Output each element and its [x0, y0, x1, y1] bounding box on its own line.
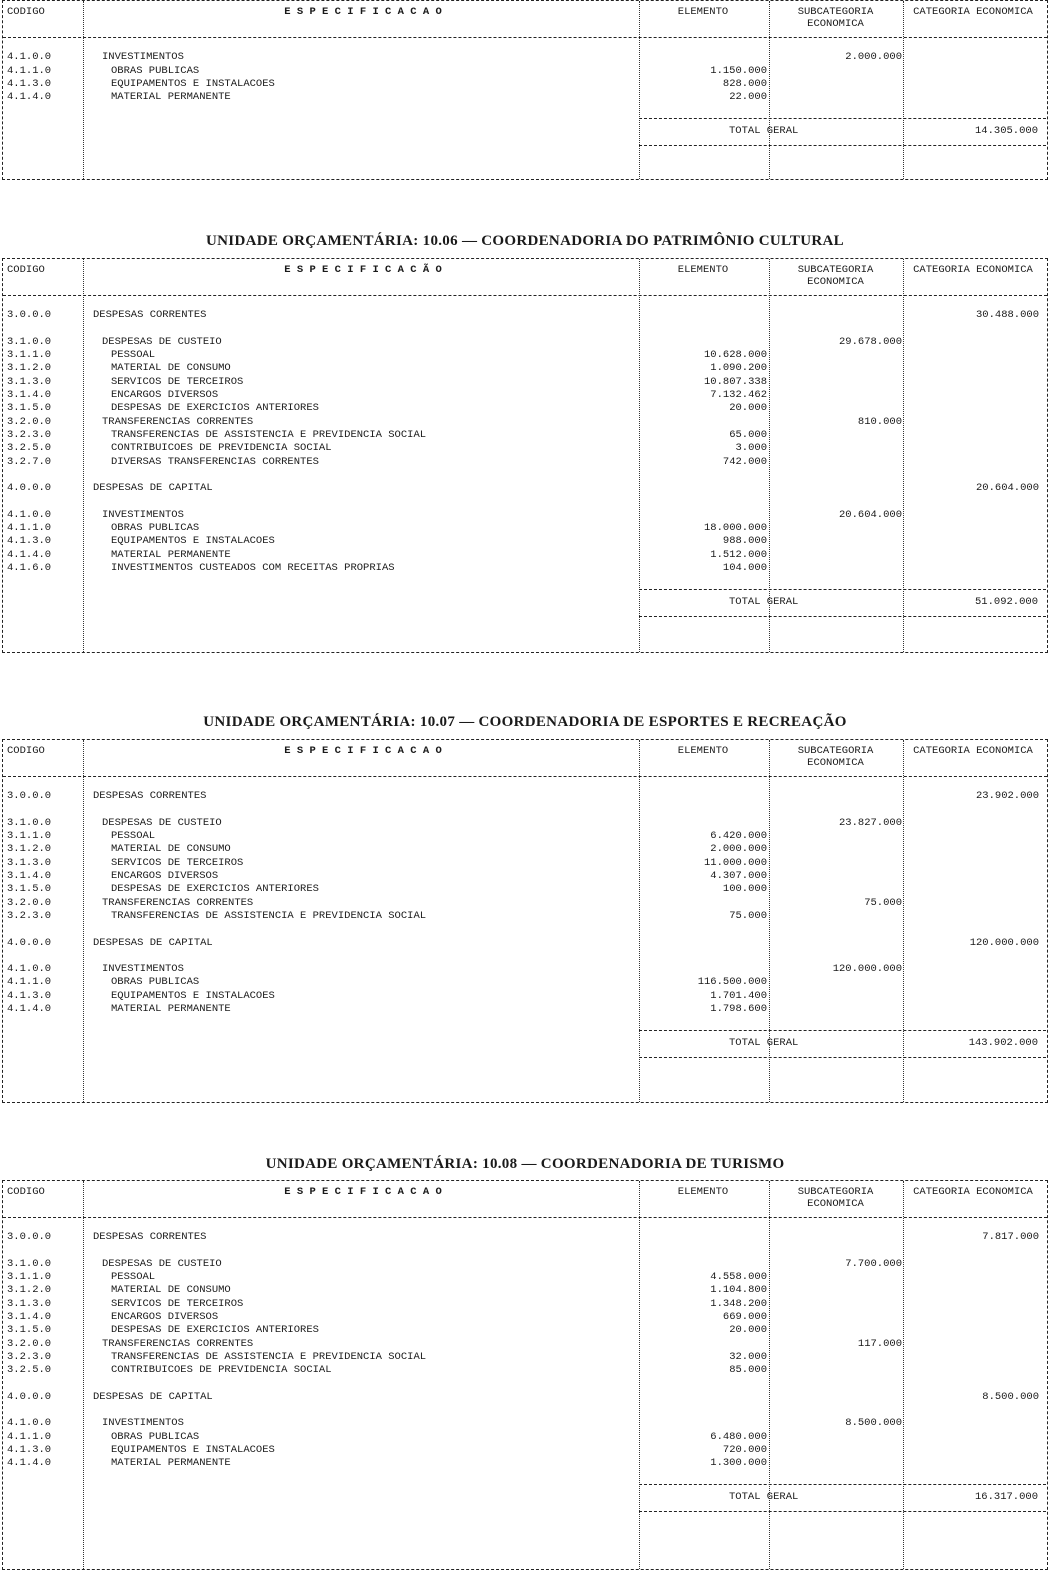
header-elemento: ELEMENTO: [677, 1186, 729, 1198]
row-elemento: 720.000: [722, 1444, 767, 1457]
row-code: 4.1.1.0: [7, 522, 52, 535]
table-row: [3, 1417, 1047, 1430]
header-elemento: ELEMENTO: [677, 6, 729, 18]
table-row: [3, 857, 1047, 870]
header-subcategoria: SUBCATEGORIA ECONOMICA: [797, 264, 874, 288]
table-row: [3, 1311, 1047, 1324]
row-specification: EQUIPAMENTOS E INSTALACOES: [111, 535, 275, 548]
row-code: 3.2.5.0: [7, 1364, 52, 1377]
row-elemento: 11.000.000: [703, 856, 767, 869]
table-row: [3, 456, 1047, 469]
row-elemento: 10.807.338: [703, 375, 767, 388]
row-specification: EQUIPAMENTOS E INSTALACOES: [111, 1444, 275, 1457]
row-specification: MATERIAL DE CONSUMO: [111, 843, 231, 856]
row-code: 4.1.3.0: [7, 535, 52, 548]
table-row: [3, 91, 1047, 104]
spacer-row: [3, 1016, 1047, 1029]
row-specification: MATERIAL DE CONSUMO: [111, 362, 231, 375]
header-codigo: CODIGO: [7, 264, 45, 276]
row-code: 3.1.3.0: [7, 1297, 52, 1310]
row-specification: ENCARGOS DIVERSOS: [111, 1311, 219, 1324]
row-specification: DESPESAS CORRENTES: [93, 1231, 207, 1244]
row-code: 3.1.3.0: [7, 375, 52, 388]
row-specification: SERVICOS DE TERCEIROS: [111, 375, 244, 388]
row-specification: MATERIAL PERMANENTE: [111, 548, 231, 561]
row-code: 3.1.1.0: [7, 1271, 52, 1284]
table-row: [3, 495, 1047, 508]
row-code: 4.1.4.0: [7, 1003, 52, 1016]
total-value: 51.092.000: [974, 595, 1038, 608]
spacer-row: [3, 575, 1047, 588]
row-elemento: 1.701.400: [710, 989, 767, 1002]
row-code: 4.1.1.0: [7, 1430, 52, 1443]
row-specification: INVESTIMENTOS: [102, 508, 184, 521]
budget-table: [2, 0, 1048, 180]
table-row: [3, 1404, 1047, 1417]
table-row: [3, 950, 1047, 963]
row-code: 4.1.3.0: [7, 989, 52, 1002]
row-elemento: 7.132.462: [710, 389, 767, 402]
row-elemento: 2.000.000: [710, 843, 767, 856]
row-elemento: 742.000: [722, 455, 767, 468]
row-specification: EQUIPAMENTOS E INSTALACOES: [111, 989, 275, 1002]
row-code: 4.1.6.0: [7, 561, 52, 574]
row-elemento: 20.000: [729, 1324, 767, 1337]
table-row: [3, 1218, 1047, 1231]
row-code: 3.1.2.0: [7, 362, 52, 375]
row-categoria: 7.817.000: [982, 1231, 1039, 1244]
row-specification: TRANSFERENCIAS DE ASSISTENCIA E PREVIDENCIA SOCIAL: [111, 428, 427, 441]
section-heading: UNIDADE ORÇAMENTÁRIA: 10.08 — COORDENADORIA DE TURISMO: [265, 1156, 785, 1172]
row-code: 4.0.0.0: [7, 482, 52, 495]
total-label: TOTAL GERAL: [729, 124, 799, 137]
table-row: [3, 1231, 1047, 1244]
total-row: [639, 1030, 1046, 1058]
table-row: [3, 1431, 1047, 1444]
table-row: [3, 790, 1047, 803]
row-elemento: 1.798.600: [710, 1003, 767, 1016]
total-row: [639, 118, 1046, 146]
row-specification: DESPESAS CORRENTES: [93, 790, 207, 803]
table-row: [3, 870, 1047, 883]
table-row: [3, 830, 1047, 843]
table-row: [3, 78, 1047, 91]
table-row: [3, 843, 1047, 856]
row-code: 4.1.0.0: [7, 51, 52, 64]
row-code: 3.1.5.0: [7, 402, 52, 415]
table-row: [3, 509, 1047, 522]
section-heading: UNIDADE ORÇAMENTÁRIA: 10.06 — COORDENADORIA DO PATRIMÔNIO CULTURAL: [206, 233, 844, 249]
row-elemento: 828.000: [722, 77, 767, 90]
row-specification: DESPESAS DE EXERCICIOS ANTERIORES: [111, 402, 319, 415]
row-code: 3.1.2.0: [7, 1284, 52, 1297]
row-code: 4.0.0.0: [7, 1390, 52, 1403]
row-categoria: 30.488.000: [975, 309, 1039, 322]
row-elemento: 4.558.000: [710, 1271, 767, 1284]
table-row: [3, 1284, 1047, 1297]
table-row: [3, 1364, 1047, 1377]
header-especificacao: E S P E C I F I C A C A O: [284, 1186, 442, 1198]
total-row: [639, 1484, 1046, 1512]
table-row: [3, 65, 1047, 78]
row-elemento: 10.628.000: [703, 349, 767, 362]
row-code: 4.1.0.0: [7, 963, 52, 976]
table-row: [3, 1324, 1047, 1337]
header-elemento: ELEMENTO: [677, 264, 729, 276]
table-row: [3, 1378, 1047, 1391]
row-code: 4.1.1.0: [7, 64, 52, 77]
row-code: 4.1.1.0: [7, 976, 52, 989]
row-specification: TRANSFERENCIAS CORRENTES: [102, 415, 254, 428]
budget-table: [2, 1180, 1048, 1570]
row-elemento: 75.000: [729, 909, 767, 922]
row-subcategoria: 20.604.000: [838, 508, 902, 521]
table-row: [3, 336, 1047, 349]
row-specification: INVESTIMENTOS: [102, 1417, 184, 1430]
row-specification: DESPESAS DE EXERCICIOS ANTERIORES: [111, 1324, 319, 1337]
header-codigo: CODIGO: [7, 1186, 45, 1198]
row-specification: EQUIPAMENTOS E INSTALACOES: [111, 77, 275, 90]
row-code: 3.2.7.0: [7, 455, 52, 468]
row-elemento: 4.307.000: [710, 870, 767, 883]
row-elemento: 1.512.000: [710, 548, 767, 561]
total-label: TOTAL GERAL: [729, 1490, 799, 1503]
row-specification: DIVERSAS TRANSFERENCIAS CORRENTES: [111, 455, 319, 468]
table-row: [3, 1391, 1047, 1404]
table-row: [3, 817, 1047, 830]
table-row: [3, 309, 1047, 322]
row-subcategoria: 2.000.000: [845, 51, 902, 64]
row-code: 3.1.4.0: [7, 870, 52, 883]
header-categoria: CATEGORIA ECONOMICA: [913, 264, 1033, 276]
table-row: [3, 1351, 1047, 1364]
table-row: [3, 897, 1047, 910]
row-code: 4.1.0.0: [7, 1417, 52, 1430]
row-code: 3.0.0.0: [7, 790, 52, 803]
row-code: 4.1.0.0: [7, 508, 52, 521]
row-categoria: 23.902.000: [975, 790, 1039, 803]
row-elemento: 32.000: [729, 1350, 767, 1363]
table-row: [3, 442, 1047, 455]
header-subcategoria: SUBCATEGORIA ECONOMICA: [797, 745, 874, 769]
table-row: [3, 976, 1047, 989]
row-specification: DESPESAS DE CAPITAL: [93, 1390, 213, 1403]
row-code: 3.1.4.0: [7, 1311, 52, 1324]
row-code: 3.1.3.0: [7, 856, 52, 869]
row-code: 4.1.3.0: [7, 1444, 52, 1457]
row-elemento: 6.480.000: [710, 1430, 767, 1443]
row-code: 3.2.3.0: [7, 1350, 52, 1363]
row-categoria: 20.604.000: [975, 482, 1039, 495]
spacer-row: [3, 1471, 1047, 1484]
row-elemento: 669.000: [722, 1311, 767, 1324]
table-row: [3, 38, 1047, 51]
row-subcategoria: 29.678.000: [838, 335, 902, 348]
row-subcategoria: 7.700.000: [845, 1257, 902, 1270]
table-row: [3, 562, 1047, 575]
row-code: 3.1.2.0: [7, 843, 52, 856]
header-especificacao: E S P E C I F I C A C Ã O: [284, 264, 442, 276]
row-specification: DESPESAS CORRENTES: [93, 309, 207, 322]
row-code: 4.1.4.0: [7, 91, 52, 104]
row-code: 3.1.0.0: [7, 816, 52, 829]
row-elemento: 20.000: [729, 402, 767, 415]
spacer-row: [3, 104, 1047, 117]
row-elemento: 22.000: [729, 91, 767, 104]
row-elemento: 85.000: [729, 1364, 767, 1377]
row-elemento: 1.300.000: [710, 1457, 767, 1470]
row-subcategoria: 117.000: [857, 1337, 902, 1350]
header-especificacao: E S P E C I F I C A C A O: [284, 745, 442, 757]
table-row: [3, 1271, 1047, 1284]
header-subcategoria: SUBCATEGORIA ECONOMICA: [797, 6, 874, 30]
row-specification: PESSOAL: [111, 349, 156, 362]
row-subcategoria: 810.000: [857, 415, 902, 428]
table-header: [3, 1181, 1047, 1218]
header-especificacao: E S P E C I F I C A C A O: [284, 6, 442, 18]
row-code: 3.2.3.0: [7, 428, 52, 441]
row-code: 3.1.1.0: [7, 830, 52, 843]
row-specification: INVESTIMENTOS: [102, 963, 184, 976]
row-elemento: 1.150.000: [710, 64, 767, 77]
row-code: 4.1.4.0: [7, 548, 52, 561]
row-specification: DESPESAS DE EXERCICIOS ANTERIORES: [111, 883, 319, 896]
row-code: 3.1.5.0: [7, 1324, 52, 1337]
table-row: [3, 883, 1047, 896]
row-code: 4.1.3.0: [7, 77, 52, 90]
header-categoria: CATEGORIA ECONOMICA: [913, 1186, 1033, 1198]
row-code: 3.2.0.0: [7, 896, 52, 909]
table-row: [3, 990, 1047, 1003]
row-specification: PESSOAL: [111, 830, 156, 843]
table-row: [3, 482, 1047, 495]
row-code: 3.0.0.0: [7, 1231, 52, 1244]
row-code: 3.1.1.0: [7, 349, 52, 362]
row-code: 3.1.0.0: [7, 335, 52, 348]
table-row: [3, 402, 1047, 415]
table-row: [3, 937, 1047, 950]
table-row: [3, 1338, 1047, 1351]
row-elemento: 104.000: [722, 561, 767, 574]
header-categoria: CATEGORIA ECONOMICA: [913, 745, 1033, 757]
row-elemento: 988.000: [722, 535, 767, 548]
row-code: 3.1.4.0: [7, 389, 52, 402]
table-row: [3, 549, 1047, 562]
table-row: [3, 535, 1047, 548]
header-categoria: CATEGORIA ECONOMICA: [913, 6, 1033, 18]
row-specification: OBRAS PUBLICAS: [111, 1430, 200, 1443]
total-row: [639, 589, 1046, 617]
table-header: [3, 740, 1047, 777]
header-codigo: CODIGO: [7, 6, 45, 18]
table-row: [3, 963, 1047, 976]
row-specification: MATERIAL PERMANENTE: [111, 91, 231, 104]
row-elemento: 100.000: [722, 883, 767, 896]
table-row: [3, 429, 1047, 442]
table-row: [3, 51, 1047, 64]
total-label: TOTAL GERAL: [729, 1036, 799, 1049]
row-categoria: 8.500.000: [982, 1390, 1039, 1403]
row-specification: DESPESAS DE CAPITAL: [93, 936, 213, 949]
row-elemento: 1.104.800: [710, 1284, 767, 1297]
table-row: [3, 1444, 1047, 1457]
table-header: [3, 259, 1047, 296]
section-heading: UNIDADE ORÇAMENTÁRIA: 10.07 — COORDENADORIA DE ESPORTES E RECREAÇÃO: [203, 714, 847, 730]
row-code: 3.0.0.0: [7, 309, 52, 322]
total-value: 143.902.000: [968, 1036, 1038, 1049]
table-row: [3, 1245, 1047, 1258]
row-elemento: 3.000: [735, 442, 767, 455]
row-specification: DESPESAS DE CUSTEIO: [102, 335, 222, 348]
row-elemento: 1.090.200: [710, 362, 767, 375]
row-code: 3.2.5.0: [7, 442, 52, 455]
row-specification: SERVICOS DE TERCEIROS: [111, 1297, 244, 1310]
row-specification: MATERIAL PERMANENTE: [111, 1457, 231, 1470]
row-elemento: 65.000: [729, 428, 767, 441]
row-categoria: 120.000.000: [969, 936, 1039, 949]
table-row: [3, 469, 1047, 482]
row-specification: PESSOAL: [111, 1271, 156, 1284]
row-elemento: 1.348.200: [710, 1297, 767, 1310]
row-subcategoria: 8.500.000: [845, 1417, 902, 1430]
row-specification: INVESTIMENTOS: [102, 51, 184, 64]
row-specification: TRANSFERENCIAS DE ASSISTENCIA E PREVIDENCIA SOCIAL: [111, 909, 427, 922]
row-subcategoria: 23.827.000: [838, 816, 902, 829]
budget-table: [2, 258, 1048, 653]
row-code: 3.2.0.0: [7, 415, 52, 428]
table-row: [3, 389, 1047, 402]
row-code: 3.2.3.0: [7, 909, 52, 922]
row-elemento: 6.420.000: [710, 830, 767, 843]
row-specification: MATERIAL PERMANENTE: [111, 1003, 231, 1016]
row-code: 3.2.0.0: [7, 1337, 52, 1350]
row-specification: CONTRIBUICOES DE PREVIDENCIA SOCIAL: [111, 442, 332, 455]
row-subcategoria: 120.000.000: [832, 963, 902, 976]
table-row: [3, 296, 1047, 309]
total-value: 14.305.000: [974, 124, 1038, 137]
row-specification: DESPESAS DE CUSTEIO: [102, 1257, 222, 1270]
row-specification: INVESTIMENTOS CUSTEADOS COM RECEITAS PROPRIAS: [111, 561, 395, 574]
total-value: 16.317.000: [974, 1490, 1038, 1503]
row-code: 4.1.4.0: [7, 1457, 52, 1470]
row-specification: TRANSFERENCIAS CORRENTES: [102, 1337, 254, 1350]
budget-table: [2, 739, 1048, 1103]
row-specification: OBRAS PUBLICAS: [111, 976, 200, 989]
table-row: [3, 1457, 1047, 1470]
table-row: [3, 804, 1047, 817]
row-specification: DESPESAS DE CAPITAL: [93, 482, 213, 495]
header-codigo: CODIGO: [7, 745, 45, 757]
row-specification: ENCARGOS DIVERSOS: [111, 870, 219, 883]
table-row: [3, 1003, 1047, 1016]
row-specification: MATERIAL DE CONSUMO: [111, 1284, 231, 1297]
table-row: [3, 777, 1047, 790]
row-specification: TRANSFERENCIAS CORRENTES: [102, 896, 254, 909]
row-specification: OBRAS PUBLICAS: [111, 64, 200, 77]
table-row: [3, 349, 1047, 362]
table-row: [3, 376, 1047, 389]
table-row: [3, 910, 1047, 923]
row-specification: OBRAS PUBLICAS: [111, 522, 200, 535]
table-row: [3, 1258, 1047, 1271]
table-row: [3, 323, 1047, 336]
row-specification: CONTRIBUICOES DE PREVIDENCIA SOCIAL: [111, 1364, 332, 1377]
row-elemento: 18.000.000: [703, 522, 767, 535]
header-elemento: ELEMENTO: [677, 745, 729, 757]
row-specification: ENCARGOS DIVERSOS: [111, 389, 219, 402]
table-row: [3, 362, 1047, 375]
row-specification: SERVICOS DE TERCEIROS: [111, 856, 244, 869]
table-row: [3, 1298, 1047, 1311]
header-subcategoria: SUBCATEGORIA ECONOMICA: [797, 1186, 874, 1210]
table-header: [3, 1, 1047, 38]
row-code: 3.1.5.0: [7, 883, 52, 896]
table-row: [3, 522, 1047, 535]
row-elemento: 116.500.000: [697, 976, 767, 989]
row-subcategoria: 75.000: [864, 896, 902, 909]
row-specification: DESPESAS DE CUSTEIO: [102, 816, 222, 829]
row-specification: TRANSFERENCIAS DE ASSISTENCIA E PREVIDENCIA SOCIAL: [111, 1350, 427, 1363]
table-row: [3, 923, 1047, 936]
total-label: TOTAL GERAL: [729, 595, 799, 608]
table-row: [3, 416, 1047, 429]
row-code: 4.0.0.0: [7, 936, 52, 949]
row-code: 3.1.0.0: [7, 1257, 52, 1270]
